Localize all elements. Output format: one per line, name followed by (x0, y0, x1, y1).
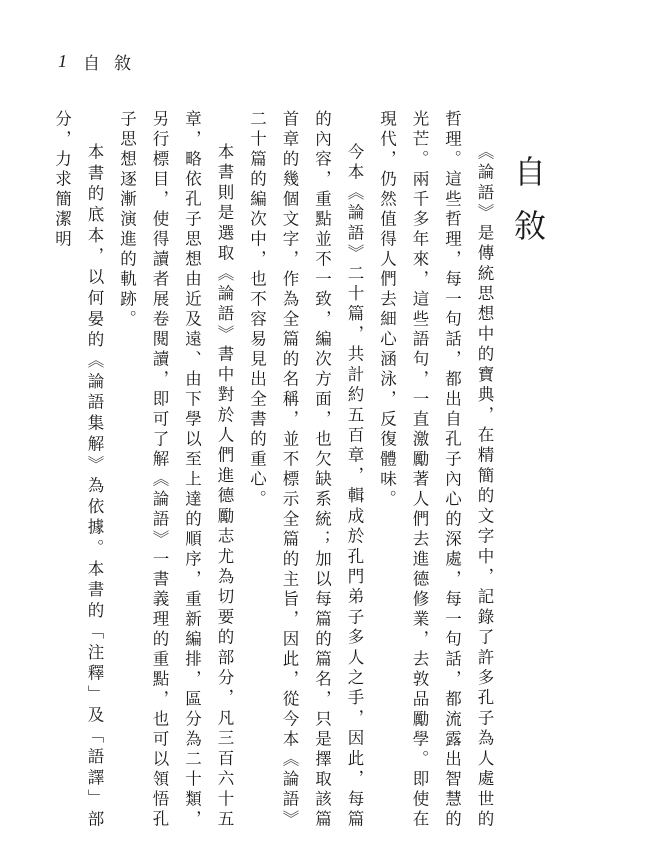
chapter-title: 自敘 (509, 155, 547, 263)
body-text (50, 110, 500, 830)
paragraph: 今本《論語》二十篇，共計約五百章，輯成於孔門弟子多人之手，因此，每篇的內容，重點並不一致，編次方面，也欠缺系統；加以每篇的篇名，只是擇取該篇首章的幾個文字，作為全篇的名稱，並不標示全篇的主旨，因此，從今本《論語》二十篇的編次中，也不容易見出全書的重心。 (247, 110, 364, 830)
paragraph: 本書則是選取《論語》書中對於人們進德勵志尤為切要的部分，凡三百六十五章，略依孔子思想由近及遠、由下學以至上達的順序，重新編排，區分為二十類，另行標目，使得讀者展卷閱讀，即可了解《論語》一書義理的重點，也可以領悟孔子思想逐漸演進的軌跡。 (117, 110, 234, 830)
running-header (58, 50, 145, 72)
page-number: 1 (58, 50, 67, 71)
running-title: 自敘 (83, 53, 145, 74)
paragraph: 《論語》是傳統思想中的寶典，在精簡的文字中，記錄了許多孔子為人處世的哲理。這些哲理，每一句話，都出自孔子內心的深處，每一句話，都流露出智慧的光芒。兩千多年來，這些語句，一直激勵著人們去進德修業，去敦品勵學。即使在現代，仍然值得人們去細心涵泳，反復體味。 (377, 110, 494, 830)
paragraph: 本書的底本，以何晏的《論語集解》為依據。本書的「注釋」及「語譯」部分，力求簡潔明 (52, 110, 104, 830)
